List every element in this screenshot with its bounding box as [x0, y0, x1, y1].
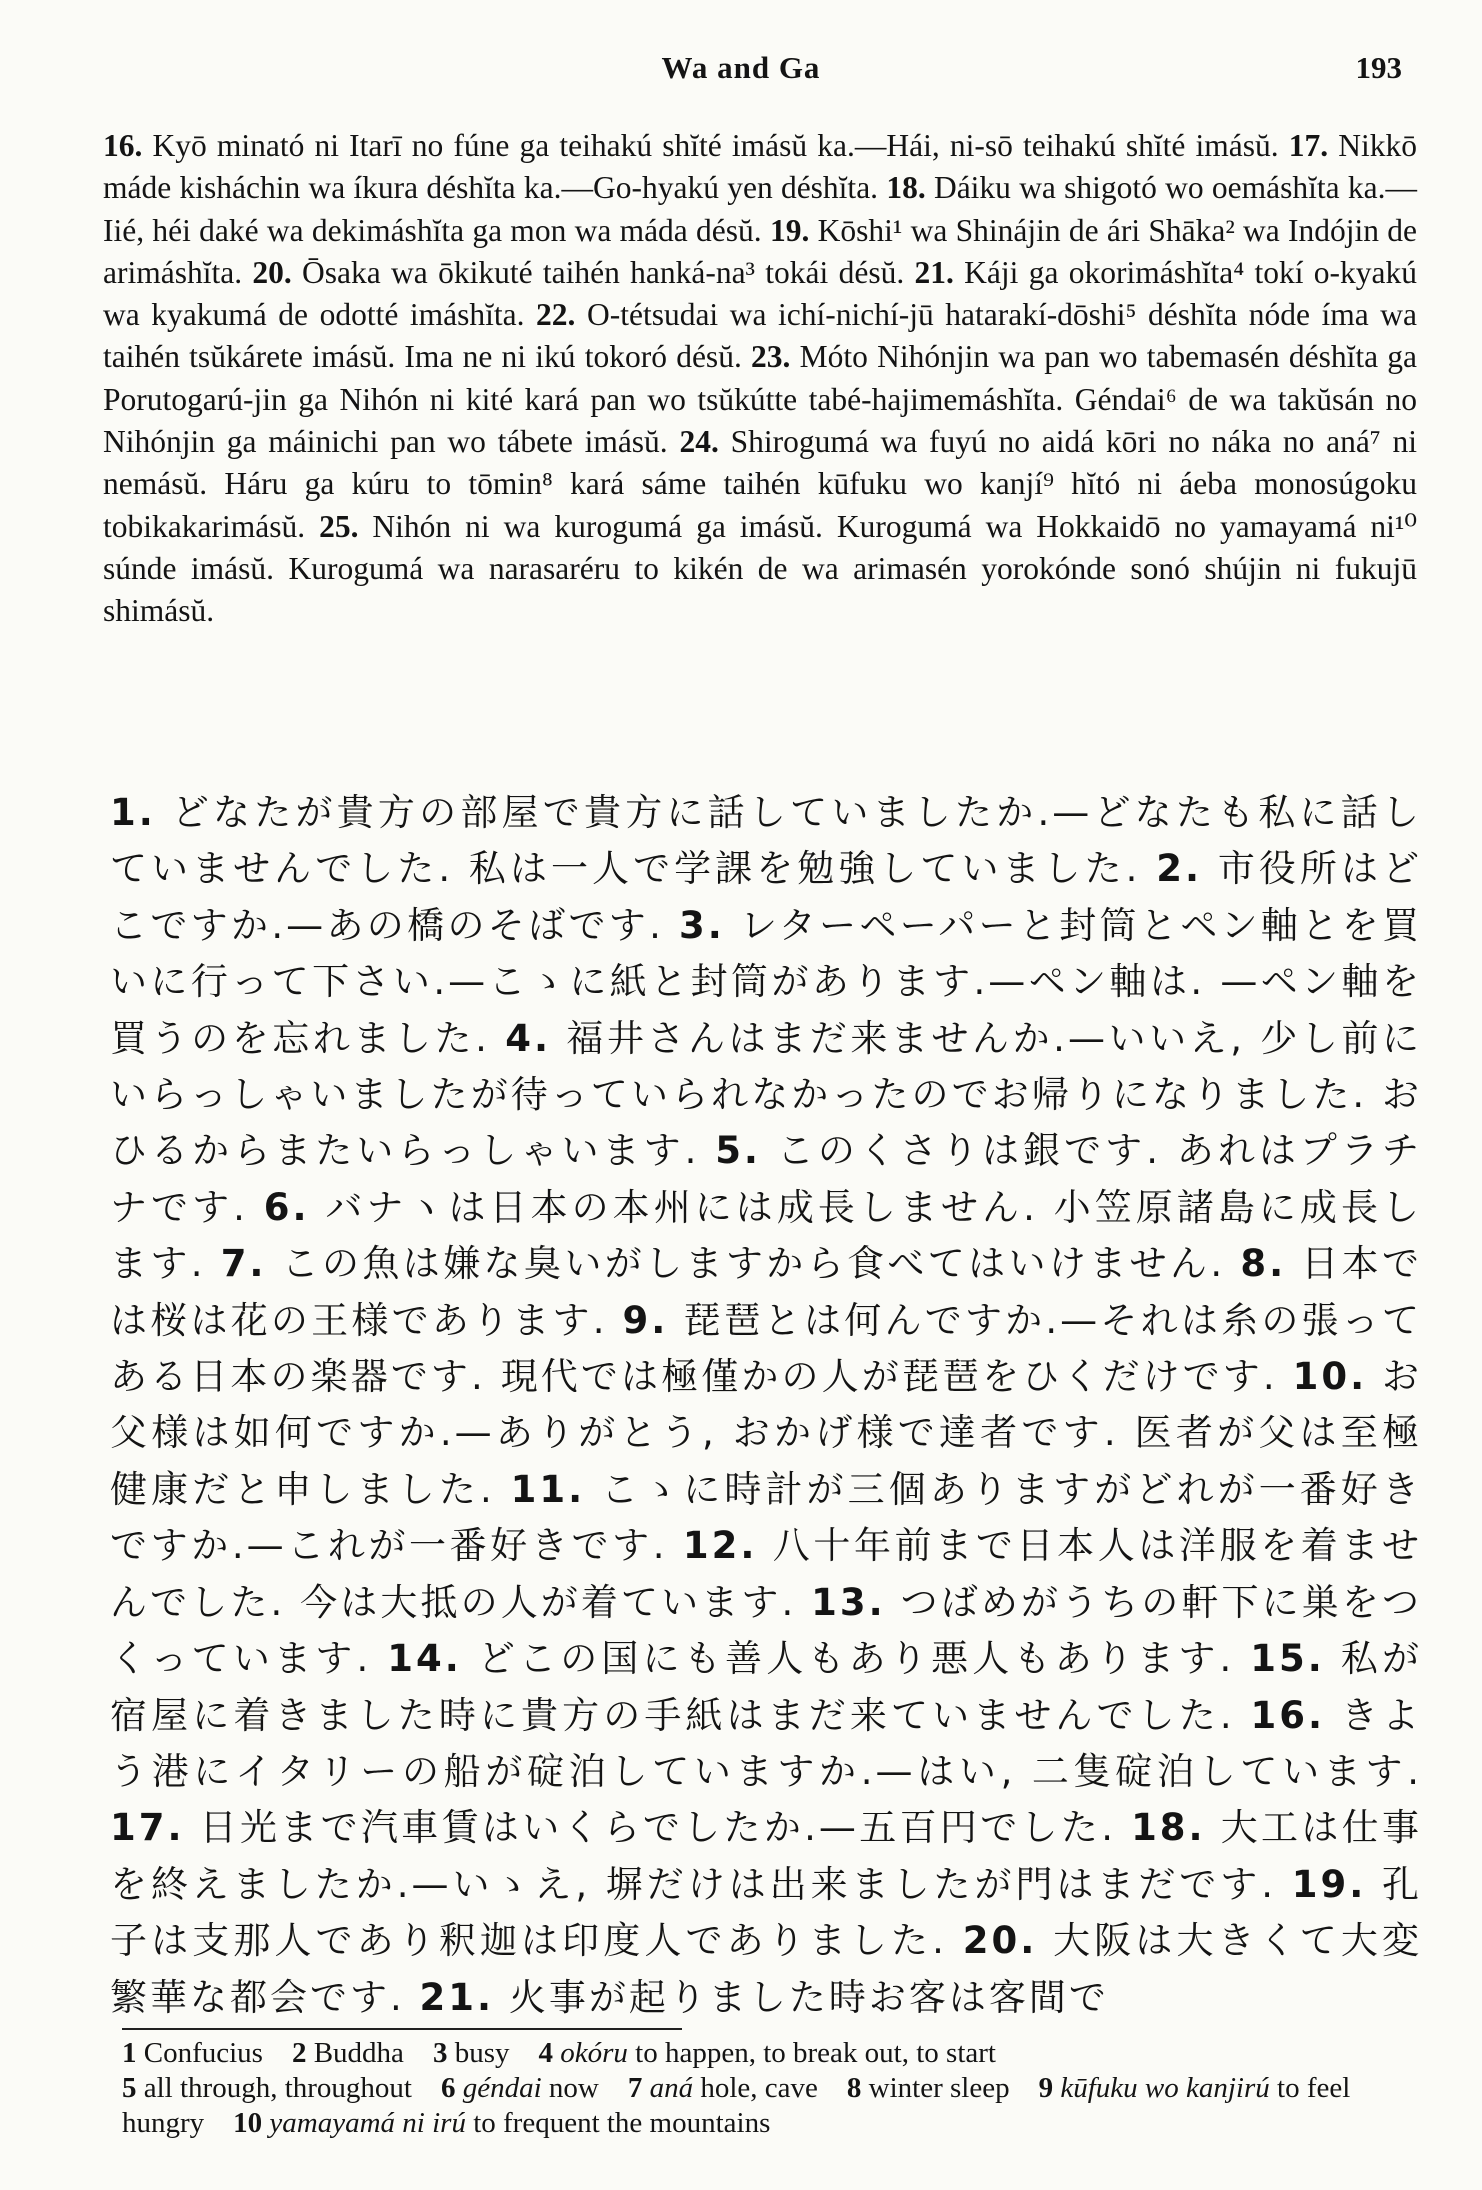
- sentence: [221, 1242, 1225, 1285]
- footnote-text: to frequent the mountains: [473, 2107, 771, 2139]
- romaji-exercises: [103, 125, 1417, 633]
- sentence: [420, 1976, 1109, 2019]
- sentence-number: 15.: [1250, 1637, 1325, 1681]
- sentence-text: Nihón ni wa kurogumá ga imásŭ. Kurogumá wa Hokkaidō no yamayamá ni¹⁰ súnde imásŭ. Kurogumá wa narasaréru to kikén de wa arimasén yorokónde sonó shújin ni fukujū shimásŭ.: [103, 508, 1417, 629]
- footnote-number: 5: [122, 2072, 137, 2104]
- footnote-word: géndai: [462, 2072, 542, 2104]
- footnote-number: 10: [233, 2107, 263, 2139]
- sentence: [252, 255, 904, 290]
- sentence-text: Kōshi¹ wa Shinájin de ári Shāka² wa Indójin de arimáshĭta.: [103, 212, 1418, 290]
- sentence-text: 琵琶とは何んですか.—それは糸の張ってある日本の楽器です. 現代では極僅かの人が琵琶をひくだけです.: [110, 1298, 1423, 1399]
- sentence: [387, 1637, 1234, 1680]
- sentence-text: 大阪は大きくて大変繁華な都会です.: [110, 1919, 1423, 2019]
- footnote-text: to feel hungry: [122, 2072, 1351, 2139]
- sentence-text: 大工は仕事を終えましたか.—いゝえ, 塀だけは出来ましたが門はまだです.: [110, 1806, 1423, 1906]
- sentence-number: 17.: [110, 1806, 185, 1850]
- sentence-text: きよう港にイタリーの船が碇泊していますか.—はい, 二隻碇泊しています.: [110, 1693, 1423, 1793]
- footnote: [433, 2037, 510, 2069]
- sentence-number: 16.: [1250, 1693, 1326, 1737]
- sentence-text: 孔子は支那人であり釈迦は印度人でありました.: [110, 1862, 1423, 1963]
- sentence-number: 21.: [914, 254, 954, 290]
- footnote-text: hole, cave: [700, 2072, 818, 2104]
- footnote-number: 6: [440, 2072, 456, 2104]
- footnote: [628, 2072, 818, 2104]
- footnote-text: Confucius: [143, 2037, 263, 2069]
- sentence-number: 10.: [1292, 1355, 1368, 1399]
- sentence-number: 19.: [1291, 1862, 1367, 1906]
- footnote-number: 1: [122, 2037, 137, 2069]
- footnote: [122, 2072, 412, 2104]
- page-number: 193: [1355, 50, 1402, 85]
- sentence-text: 私が宿屋に着きました時に貴方の手紙はまだ来ていませんでした.: [110, 1637, 1423, 1737]
- sentence-number: 12.: [682, 1524, 758, 1568]
- sentence-number: 22.: [536, 297, 576, 333]
- sentence-number: 9.: [622, 1298, 669, 1342]
- sentence-number: 4.: [505, 1016, 552, 1060]
- footnote-word: okóru: [560, 2037, 628, 2069]
- sentence-text: O-tétsudai wa ichí-nichí-jū hatarakí-dōshi⁵ déshĭta nóde íma wa taihén tsŭkárete imásŭ. Ima ne ni ikú tokoró désŭ.: [103, 297, 1418, 375]
- sentence-number: 1.: [110, 791, 156, 834]
- sentence-number: 17.: [1288, 128, 1329, 163]
- sentence-number: 18.: [886, 170, 926, 206]
- page-header: [0, 50, 1482, 100]
- sentence-number: 2.: [1156, 847, 1203, 891]
- footnote-text: to happen, to break out, to start: [635, 2037, 996, 2069]
- footnote-word: aná: [649, 2072, 694, 2104]
- sentence: [103, 128, 1279, 163]
- sentence-text: つばめがうちの軒下に巣をつくっています.: [110, 1580, 1423, 1681]
- footnote-number: 7: [627, 2072, 643, 2104]
- footnote-divider: [122, 2028, 682, 2030]
- sentence-number: 7.: [220, 1242, 267, 1286]
- footnotes: [122, 2036, 1434, 2141]
- sentence-text: 福井さんはまだ来ませんか.—いいえ, 少し前にいらっしゃいましたが待っていられなかったのでお帰りになりました. おひるからまたいらっしゃいます.: [110, 1016, 1423, 1173]
- sentence-number: 20.: [252, 254, 292, 290]
- footnote-word: kūfuku wo kanjirú: [1060, 2072, 1270, 2104]
- sentence-text: お父様は如何ですか.—ありがとう, おかげ様で達者です. 医者が父は至極健康だと申しました.: [110, 1355, 1423, 1511]
- sentence-number: 19.: [769, 212, 810, 248]
- sentence-text: レターペーパーと封筒とペン軸とを買いに行って下さい.—こゝに紙と封筒があります.—ペン軸は. —ペン軸を買うのを忘れました.: [110, 903, 1423, 1060]
- footnote-text: Buddha: [313, 2037, 404, 2069]
- footnote-text: all through, throughout: [143, 2072, 412, 2104]
- running-title: Wa and Ga: [661, 50, 821, 85]
- footnote-text: now: [548, 2072, 599, 2104]
- sentence-text: Káji ga okorimáshĭta⁴ tokí o-kyakú wa kyakumá de odotté imáshĭta.: [103, 254, 1417, 333]
- footnote-number: 8: [846, 2072, 862, 2104]
- sentence-text: 八十年前まで日本人は洋服を着ませんでした. 今は大抵の人が着ています.: [110, 1524, 1422, 1624]
- sentence-number: 5.: [715, 1129, 761, 1173]
- footnote: [538, 2037, 995, 2069]
- sentence-number: 20.: [962, 1919, 1038, 1963]
- sentence-text: どなたが貴方の部屋で貴方に話していましたか.—どなたも私に話していませんでした. 私は一人で学課を勉強していました.: [110, 791, 1422, 891]
- sentence-number: 14.: [387, 1637, 462, 1681]
- footnote-word: yamayamá ni irú: [269, 2107, 466, 2139]
- sentence-number: 13.: [811, 1580, 886, 1624]
- sentence-text: Kyō minató ni Itarī no fúne ga teihakú shĭté imásŭ ka.—Hái, ni-sō teihakú shĭté imásŭ.: [152, 128, 1279, 163]
- sentence-number: 24.: [679, 424, 719, 460]
- sentence-text: Dáiku wa shigotó wo oemáshĭta ka.—Iié, héi daké wa dekimáshĭta ga mon wa máda désŭ.: [103, 170, 1418, 248]
- sentence-number: 21.: [419, 1975, 495, 2019]
- sentence-text: どこの国にも善人もあり悪人もあります.: [477, 1637, 1235, 1681]
- sentence-text: この魚は嫌な臭いがしますから食べてはいけません.: [281, 1242, 1226, 1286]
- sentence-text: 市役所はどこですか.—あの橋のそばです.: [110, 847, 1423, 947]
- footnote: [847, 2072, 1010, 2104]
- sentence-number: 18.: [1131, 1806, 1206, 1850]
- footnote-number: 9: [1038, 2072, 1054, 2104]
- sentence-text: Shirogumá wa fuyú no aidá kōri no náka no aná⁷ ni nemásŭ. Háru ga kúru to tōmin⁸ kará sáme taihén kūfuku wo kanjí⁹ hĭtó ni áeba monosúgoku tobikakarimásŭ.: [103, 424, 1418, 544]
- sentence-number: 3.: [679, 903, 725, 947]
- footnote: [122, 2037, 263, 2069]
- footnote: [292, 2037, 404, 2069]
- footnote-number: 3: [432, 2037, 448, 2069]
- sentence: [110, 1806, 1116, 1849]
- sentence-number: 23.: [751, 339, 791, 375]
- footnote-text: busy: [454, 2037, 510, 2069]
- footnote-text: winter sleep: [868, 2072, 1010, 2104]
- sentence-number: 11.: [510, 1467, 586, 1511]
- sentence-text: Ōsaka wa ōkikuté taihén hanká-na³ tokái désŭ.: [302, 254, 905, 290]
- sentence-text: 火事が起りました時お客は客間で: [508, 1975, 1109, 2019]
- sentence-text: 日光まで汽車賃はいくらでしたか.—五百円でした.: [199, 1806, 1116, 1850]
- footnote-number: 4: [538, 2037, 553, 2069]
- sentence-number: 25.: [319, 508, 359, 544]
- sentence-number: 16.: [103, 128, 143, 163]
- sentence-text: こゝに時計が三個ありますがどれが一番好きですか.—これが一番好きです.: [110, 1467, 1423, 1568]
- sentence-text: Nikkō máde kisháchin wa íkura déshĭta ka.—Go-hyakú yen déshĭta.: [103, 128, 1417, 206]
- sentence-text: このくさりは銀です. あれはプラチナです.: [110, 1129, 1422, 1229]
- sentence-text: Móto Nihónjin wa pan wo tabemasén déshĭta ga Porutogarú-jin ga Nihón ni kité kará pan wo tsŭkútte tabé-hajimemáshĭta. Géndai⁶ de wa takŭsán no Nihónjin ga máinichi pan wo tábete imásŭ.: [103, 339, 1418, 460]
- japanese-exercises: [110, 785, 1422, 2026]
- sentence-number: 6.: [263, 1185, 310, 1229]
- sentence-text: 日本では桜は花の王様であります.: [110, 1242, 1423, 1342]
- sentence-number: 8.: [1240, 1242, 1287, 1286]
- footnote: [441, 2072, 599, 2104]
- footnote-number: 2: [291, 2037, 307, 2069]
- sentence-text: バナヽは日本の本州には成長しません. 小笠原諸島に成長します.: [110, 1185, 1423, 1286]
- footnote: [233, 2107, 770, 2139]
